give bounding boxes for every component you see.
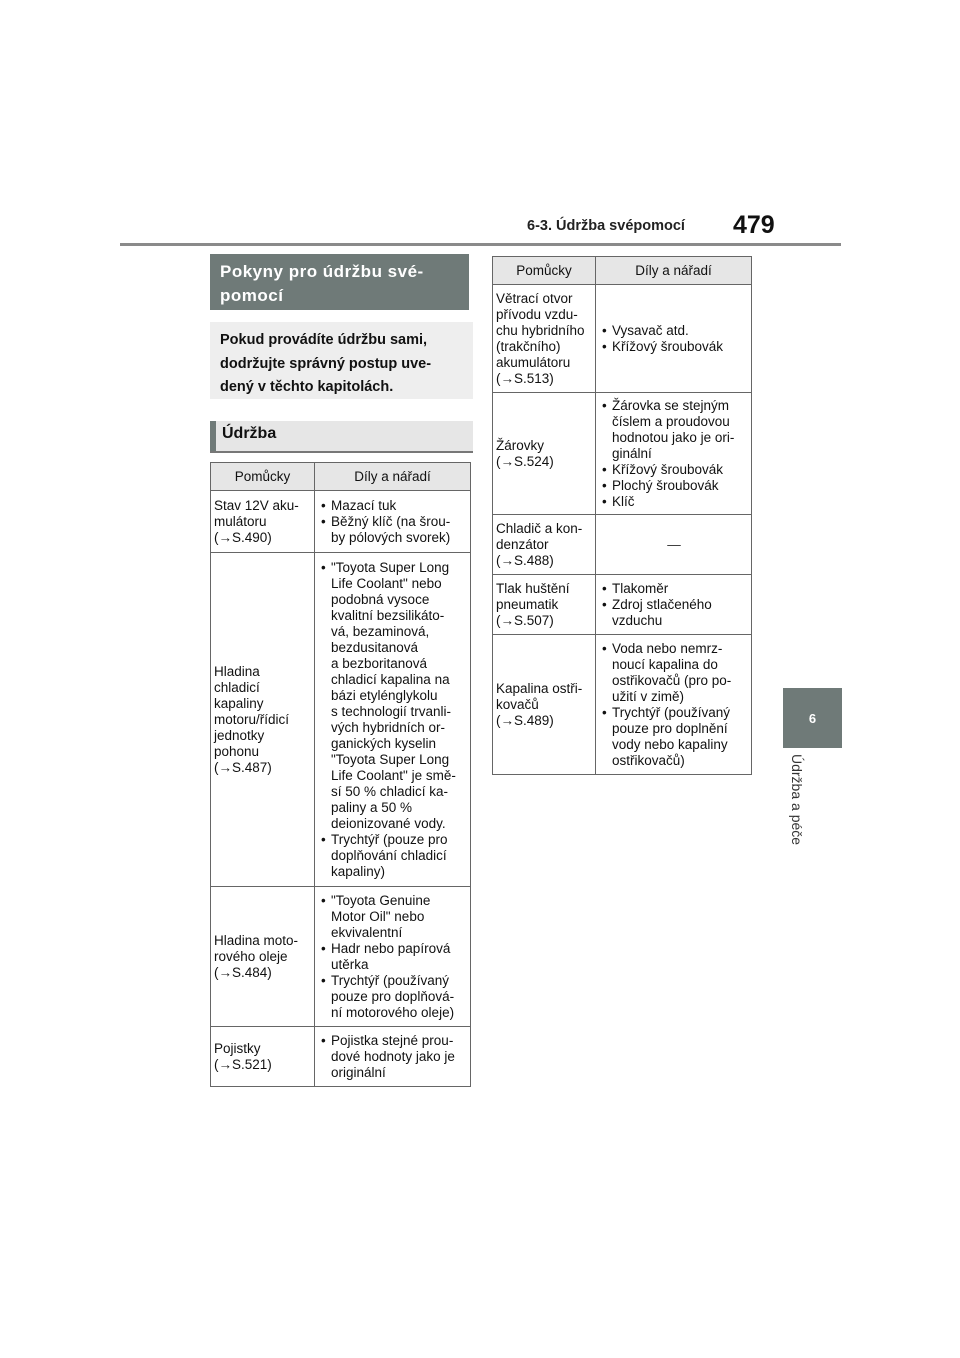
parts-line: a bezboritanová (331, 655, 428, 671)
parts-list-item (319, 498, 467, 514)
parts-list (600, 323, 748, 355)
table-row (493, 285, 752, 393)
tool-item-line: chu hybridního (496, 322, 585, 338)
tool-item-line: pneumatik (496, 596, 559, 612)
parts-line: s technologií trvanli- (331, 703, 452, 719)
tool-item-line: Větrací otvor (496, 290, 573, 306)
tool-item-line: Kapalina ostři- (496, 680, 583, 696)
tool-item-line[interactable]: (→S.487) (214, 759, 272, 775)
tool-item-cell (211, 887, 315, 1027)
parts-line: • Křížový šroubovák (612, 338, 724, 354)
parts-line: kvalitní bezsilikáto- (331, 607, 445, 623)
tool-item-line[interactable]: (→S.507) (496, 612, 554, 628)
parts-list-item (600, 398, 748, 462)
parts-line: sí 50 % chladicí ka- (331, 783, 449, 799)
subheading-accent-bar (210, 421, 216, 451)
table-body-left (211, 491, 471, 1087)
parts-cell (596, 515, 752, 575)
parts-line: • Plochý šroubovák (612, 477, 719, 493)
maintenance-table-right (492, 256, 752, 775)
parts-list-item (600, 323, 748, 339)
tool-item-line: Chladič a kon- (496, 520, 583, 536)
parts-line: ostřikovačů) (612, 752, 685, 768)
parts-line: • Hadr nebo papírová (331, 940, 451, 956)
table-header-row (211, 463, 471, 491)
parts-line: kapaliny) (331, 863, 386, 879)
tool-item-cell (211, 553, 315, 887)
parts-line: • Trychtýř (používaný (612, 704, 731, 720)
tool-item-line[interactable]: (→S.524) (496, 453, 554, 469)
parts-list (600, 641, 748, 769)
parts-line: ganických kyselin (331, 735, 437, 751)
parts-list-item (319, 941, 467, 973)
parts-list-item (600, 641, 748, 705)
empty-dash: — (667, 536, 681, 552)
parts-line: • Běžný klíč (na šrou- (331, 513, 451, 529)
parts-list (319, 498, 467, 546)
tool-item-line[interactable]: (→S.484) (214, 964, 272, 980)
tool-item-line: jednotky (214, 727, 265, 743)
maintenance-table-left (210, 462, 471, 1087)
parts-list-item (600, 705, 748, 769)
table-row (493, 393, 752, 515)
parts-list-item (319, 893, 467, 941)
parts-line: deionizované vody. (331, 815, 446, 831)
header-divider (120, 243, 841, 246)
tool-item-cell (493, 635, 596, 775)
page-header (0, 0, 960, 250)
intro-box (210, 322, 473, 399)
parts-line: • Trychtýř (používaný (331, 972, 450, 988)
tool-item-line: kovačů (496, 696, 539, 712)
parts-line: Life Coolant" je smě- (331, 767, 456, 783)
tool-item-line: motoru/řídicí (214, 711, 290, 727)
tool-item-line: denzátor (496, 536, 549, 552)
tool-item-cell (493, 515, 596, 575)
parts-line: paliny a 50 % (331, 799, 413, 815)
table-row (493, 515, 752, 575)
parts-line: hodnotou jako je ori- (612, 429, 735, 445)
parts-line: Life Coolant" nebo (331, 575, 442, 591)
parts-cell (596, 393, 752, 515)
page-number: 479 (733, 211, 775, 239)
parts-cell (315, 491, 471, 553)
parts-list-item (319, 560, 467, 832)
parts-line: bezdusitanová (331, 639, 419, 655)
tool-item-line: chladicí (214, 679, 260, 695)
parts-cell (596, 635, 752, 775)
parts-line: pouze pro doplnění (612, 720, 728, 736)
tool-item-line: Žárovky (496, 437, 545, 453)
parts-line: číslem a proudovou (612, 413, 730, 429)
parts-list-item (600, 462, 748, 478)
parts-line: • Pojistka stejné prou- (331, 1032, 454, 1048)
parts-line: "Toyota Super Long (331, 751, 450, 767)
subheading (210, 421, 473, 453)
parts-line: • "Toyota Super Long (331, 559, 450, 575)
tool-item-line[interactable]: (→S.488) (496, 552, 554, 568)
parts-line: ekvivalentní (331, 924, 403, 940)
parts-list-item (600, 494, 748, 510)
chapter-tab[interactable] (783, 688, 842, 748)
parts-line: bázi etylénglykolu (331, 687, 438, 703)
column-header-parts: Díly a nářadí (315, 463, 471, 491)
table-header-row (493, 257, 752, 285)
parts-line: • Žárovka se stejným (612, 397, 730, 413)
parts-line: noucí kapalina do (612, 656, 718, 672)
tool-item-line: (trakčního) (496, 338, 561, 354)
parts-list-item (600, 581, 748, 597)
parts-list-item (319, 832, 467, 880)
tool-item-line: Hladina moto- (214, 932, 299, 948)
column-header-parts: Díly a nářadí (596, 257, 752, 285)
parts-line: • Klíč (612, 493, 635, 509)
tool-item-line: Tlak huštění (496, 580, 570, 596)
parts-line: vých hybridních or- (331, 719, 446, 735)
parts-line: • Voda nebo nemrz- (612, 640, 723, 656)
tool-item-line: pohonu (214, 743, 260, 759)
parts-line: by pólových svorek) (331, 529, 451, 545)
parts-list-item (319, 514, 467, 546)
table-row (211, 887, 471, 1027)
parts-line: vá, bezaminová, (331, 623, 430, 639)
parts-list (319, 893, 467, 1021)
parts-line: ní motorového oleje) (331, 1004, 455, 1020)
parts-line: chladicí kapalina na (331, 671, 450, 687)
parts-list-item (600, 339, 748, 355)
tool-item-line[interactable]: (→S.489) (496, 712, 554, 728)
parts-line: ostřikovačů (pro po- (612, 672, 732, 688)
section-title-line-1: Pokyny pro údržbu své- (220, 262, 424, 281)
parts-list (600, 398, 748, 510)
parts-line: • Zdroj stlačeného (612, 596, 712, 612)
tool-item-line[interactable]: (→S.521) (214, 1056, 272, 1072)
parts-line: utěrka (331, 956, 369, 972)
tool-item-cell (211, 1027, 315, 1087)
parts-cell (315, 553, 471, 887)
parts-list-item (319, 973, 467, 1021)
parts-list (600, 581, 748, 629)
parts-line: • Mazací tuk (331, 497, 397, 513)
tool-item-line[interactable]: (→S.490) (214, 529, 272, 545)
parts-line: vzduchu (612, 612, 663, 628)
table-row (211, 553, 471, 887)
parts-line: užití v zimě) (612, 688, 685, 704)
parts-line: dové hodnoty jako je (331, 1048, 455, 1064)
column-header-tools: Pomůcky (493, 257, 596, 285)
parts-line: • Vysavač atd. (612, 322, 689, 338)
parts-list-item (600, 478, 748, 494)
tool-item-line: mulátoru (214, 513, 267, 529)
parts-line: doplňování chladicí (331, 847, 447, 863)
section-reference: 6-3. Údržba svépomocí (527, 218, 685, 234)
parts-line: • Tlakoměr (612, 580, 669, 596)
tool-item-cell (211, 491, 315, 553)
tool-item-line: přívodu vzdu- (496, 306, 578, 322)
parts-line: pouze pro doplňová- (331, 988, 455, 1004)
parts-list (319, 560, 467, 880)
parts-cell (596, 285, 752, 393)
parts-line: ginální (612, 445, 652, 461)
parts-cell (596, 575, 752, 635)
parts-line: vody nebo kapaliny (612, 736, 728, 752)
parts-line: • Trychtýř (pouze pro (331, 831, 448, 847)
tool-item-cell (493, 393, 596, 515)
parts-line: podobná vysoce (331, 591, 430, 607)
table-row (211, 1027, 471, 1087)
parts-line: originální (331, 1064, 386, 1080)
section-title-box (210, 254, 469, 310)
table-row (493, 575, 752, 635)
tool-item-line: Pojistky (214, 1040, 261, 1056)
parts-cell (315, 1027, 471, 1087)
tool-item-line: Stav 12V aku- (214, 497, 299, 513)
parts-list-item (600, 597, 748, 629)
chapter-title: Údržba a péče (789, 754, 805, 846)
intro-text: Pokud provádíte údržbu sami, dodržujte správný postup uve-dený v těchto kapitolách. (220, 332, 432, 395)
tool-item-line: rového oleje (214, 948, 288, 964)
tool-item-cell (493, 575, 596, 635)
column-header-tools: Pomůcky (211, 463, 315, 491)
parts-line: • "Toyota Genuine (331, 892, 431, 908)
chapter-side-label (787, 754, 807, 864)
parts-line: • Křížový šroubovák (612, 461, 724, 477)
subheading-label: Údržba (222, 425, 277, 442)
table-row (211, 491, 471, 553)
tool-item-line[interactable]: (→S.513) (496, 370, 554, 386)
parts-list-item (319, 1033, 467, 1081)
tool-item-line: kapaliny (214, 695, 264, 711)
table-row (493, 635, 752, 775)
table-body-right (493, 285, 752, 775)
section-title-line-2: pomocí (220, 286, 284, 305)
tool-item-line: Hladina (214, 663, 260, 679)
tool-item-line: akumulátoru (496, 354, 571, 370)
chapter-number: 6 (808, 711, 817, 726)
tool-item-cell (493, 285, 596, 393)
parts-cell (315, 887, 471, 1027)
parts-list (319, 1033, 467, 1081)
parts-line: Motor Oil" nebo (331, 908, 425, 924)
